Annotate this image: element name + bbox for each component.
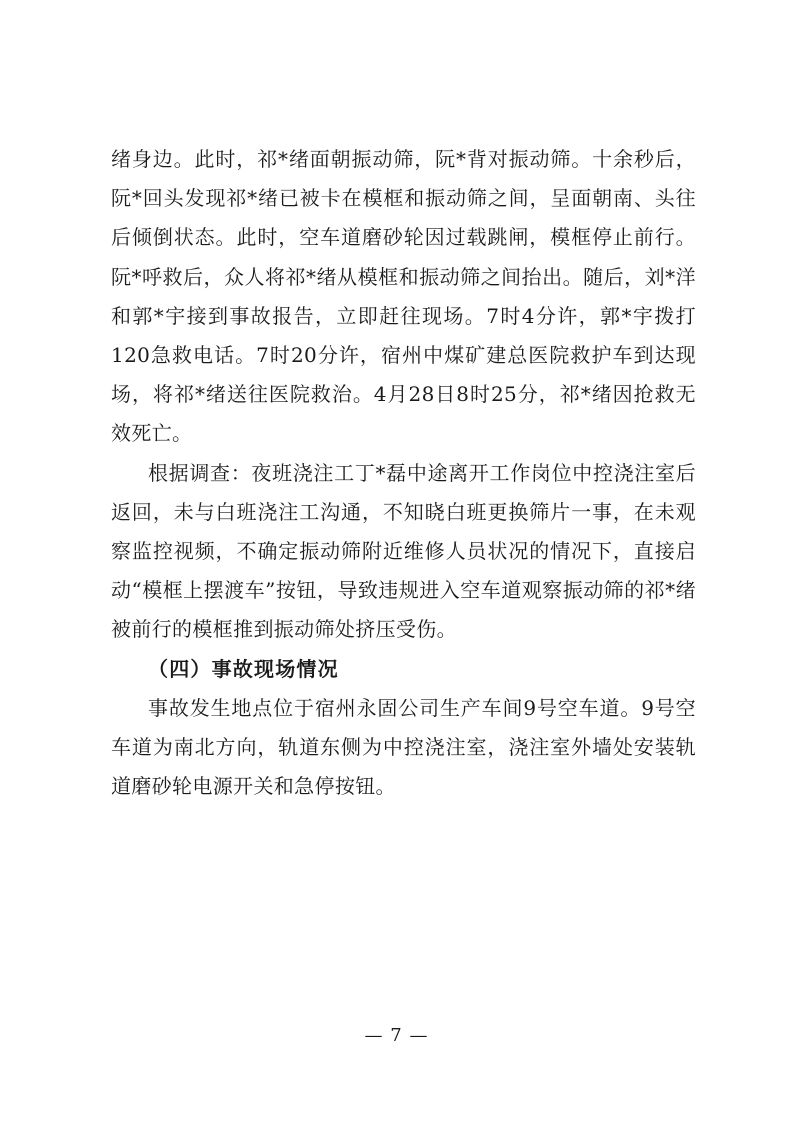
paragraph-continuation: 绪身边。此时，祁*绪面朝振动筛，阮*背对振动筛。十余秒后，阮*回头发现祁*绪已被卡在模框和振动筛之间，呈面朝南、头往后倾倒状态。此时，空车道磨砂轮因过载跳闸，模框停止前行。阮*呼救后，众人将祁*绪从模框和振动筛之间抬出。随后，刘*洋和郭*宇接到事故报告，立即赶往现场。7时4分许，郭*宇拨打120急救电话。7时20分许，宿州中煤矿建总医院救护车到达现场，将祁*绪送往医院救治。4月28日8时25分，祁*绪因抢救无效死亡。 [111, 147, 696, 446]
paragraph-investigation: 根据调查：夜班浇注工丁*磊中途离开工作岗位中控浇注室后返回，未与白班浇注工沟通，不知晓白班更换筛片一事，在未观察监控视频，不确定振动筛附近维修人员状况的情况下，直接启动“模框上摆渡车”按钮，导致违规进入空车道观察振动筛的祁*绪被前行的模框推到振动筛处挤压受伤。 [111, 460, 696, 642]
page-number: — 7 — [364, 1025, 429, 1046]
document-body [111, 140, 696, 806]
paragraph-scene: 事故发生地点位于宿州永固公司生产车间9号空车道。9号空车道为南北方向，轨道东侧为中控浇注室，浇注室外墙处安装轨道磨砂轮电源开关和急停按钮。 [111, 695, 696, 799]
section-heading: （四）事故现场情况 [148, 656, 339, 681]
